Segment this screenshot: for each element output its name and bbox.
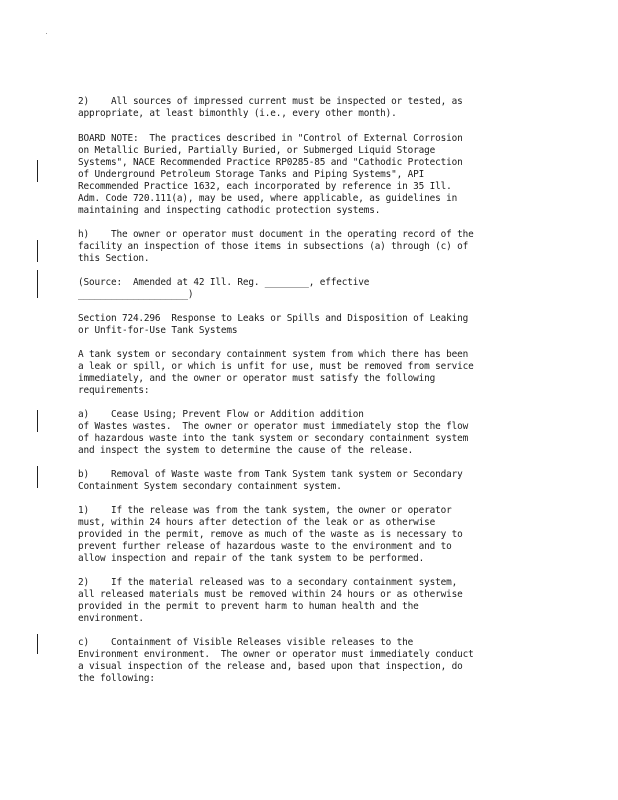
text-line: Section 724.296 Response to Leaks or Spills and Disposition of Leaking (78, 313, 469, 324)
text-line: 2) All sources of impressed current must be inspected or tested, as (78, 96, 463, 107)
text-line: A tank system or secondary containment system from which there has been (78, 349, 469, 360)
intro-paragraph (78, 349, 528, 397)
subsection-h (78, 229, 528, 265)
text-line: BOARD NOTE: The practices described in "Control of External Corrosion (78, 133, 463, 144)
text-line: of Wastes wastes. The owner or operator must immediately stop the flow (78, 421, 469, 432)
revision-bar (37, 466, 38, 488)
revision-bar (37, 270, 38, 298)
text-line: prevent further release of hazardous waste to the environment and to (78, 541, 452, 552)
text-line: of hazardous waste into the tank system or secondary containment system (78, 433, 469, 444)
text-line: ____________________) (78, 289, 194, 300)
text-line: provided in the permit, remove as much of the waste as is necessary to (78, 529, 463, 540)
text-line: appropriate, at least bimonthly (i.e., every other month). (78, 108, 397, 119)
revision-bar (37, 160, 38, 182)
text-line: provided in the permit to prevent harm to human health and the (78, 601, 419, 612)
text-line: all released materials must be removed within 24 hours or as otherwise (78, 589, 463, 600)
text-line: and inspect the system to determine the cause of the release. (78, 445, 414, 456)
subsection-b1 (78, 505, 528, 565)
text-line: or Unfit-for-Use Tank Systems (78, 325, 238, 336)
section-heading (78, 313, 528, 337)
text-line: Systems", NACE Recommended Practice RP0285-85 and "Cathodic Protection (78, 157, 463, 168)
text-line: environment. (78, 613, 144, 624)
text-line: 1) If the release was from the tank system, the owner or operator (78, 505, 452, 516)
text-line: of Underground Petroleum Storage Tanks and Piping Systems", API (78, 169, 425, 180)
text-line: (Source: Amended at 42 Ill. Reg. ________, effective (78, 277, 370, 288)
text-line: allow inspection and repair of the tank system to be performed. (78, 553, 425, 564)
text-line: immediately, and the owner or operator must satisfy the following (78, 373, 436, 384)
text-line: h) The owner or operator must document in the operating record of the (78, 229, 474, 240)
board-note (78, 133, 528, 217)
revision-bar (37, 240, 38, 262)
text-line: Adm. Code 720.111(a), may be used, where applicable, as guidelines in (78, 193, 458, 204)
text-line: a leak or spill, or which is unfit for use, must be removed from service (78, 361, 474, 372)
text-line: a) Cease Using; Prevent Flow or Addition addition (78, 409, 364, 420)
text-line: Environment environment. The owner or operator must immediately conduct (78, 649, 474, 660)
subsection-b2 (78, 577, 528, 625)
text-line: b) Removal of Waste waste from Tank System tank system or Secondary (78, 469, 463, 480)
text-line: maintaining and inspecting cathodic protection systems. (78, 205, 381, 216)
revision-bar (37, 634, 38, 654)
text-line: must, within 24 hours after detection of the leak or as otherwise (78, 517, 436, 528)
subsection-b (78, 469, 528, 493)
source-note (78, 277, 528, 301)
text-line: Containment System secondary containment system. (78, 481, 342, 492)
subsection-a (78, 409, 528, 457)
text-line: this Section. (78, 253, 150, 264)
subsection-c (78, 637, 528, 685)
text-line: the following: (78, 673, 155, 684)
text-line: Recommended Practice 1632, each incorporated by reference in 35 Ill. (78, 181, 452, 192)
paragraph-impressed-current (78, 96, 528, 120)
revision-bar (37, 410, 38, 432)
text-line: 2) If the material released was to a secondary containment system, (78, 577, 458, 588)
text-line: facility an inspection of those items in subsections (a) through (c) of (78, 241, 469, 252)
text-line: a visual inspection of the release and, based upon that inspection, do (78, 661, 463, 672)
text-line: c) Containment of Visible Releases visible releases to the (78, 637, 414, 648)
text-line: on Metallic Buried, Partially Buried, or Submerged Liquid Storage (78, 145, 436, 156)
text-line: requirements: (78, 385, 150, 396)
scan-speck (46, 33, 47, 34)
